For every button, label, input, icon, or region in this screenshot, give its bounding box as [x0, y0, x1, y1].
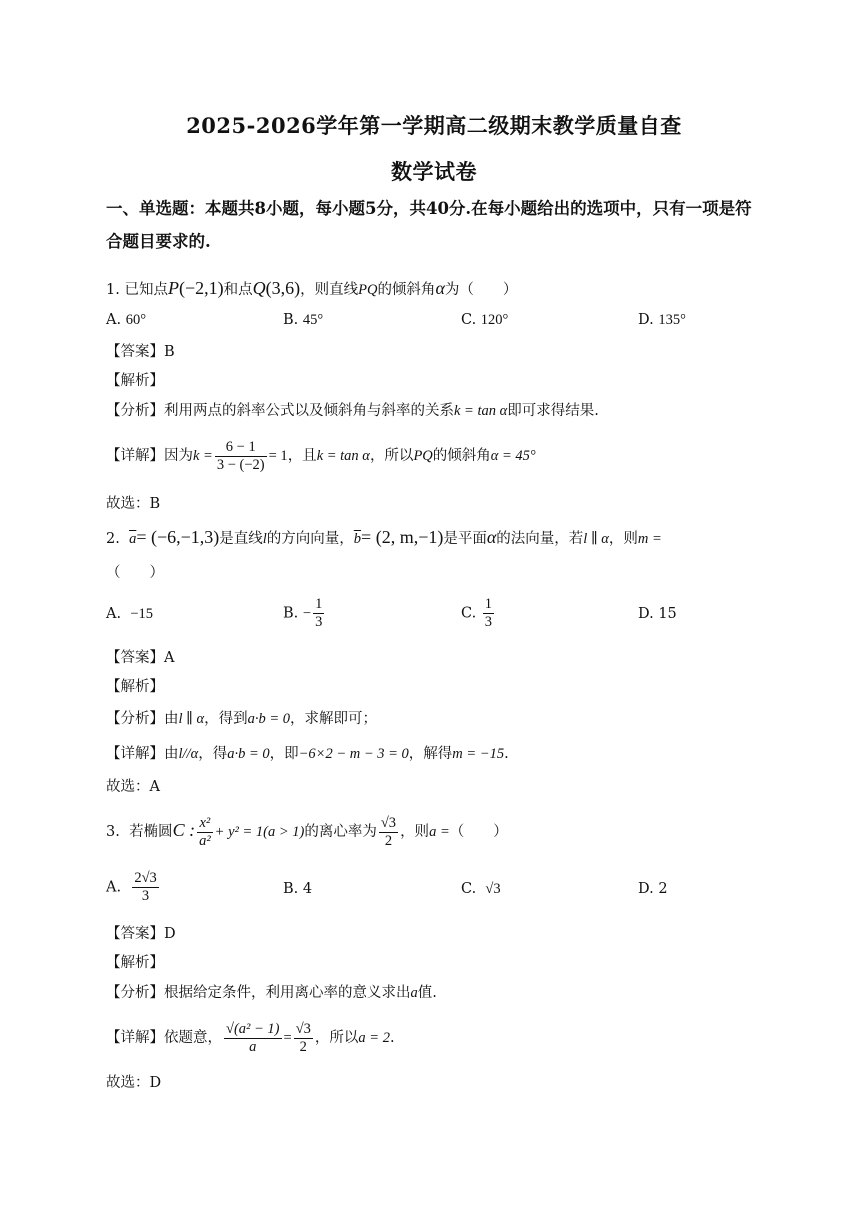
q3-detail: 【详解】依题意， $\frac{\text{√(a² − 1)}}{a}$ = $\frac{√3}{2}$ ，所以a = 2.: [106, 1020, 395, 1055]
q3-stem: 3. 若椭圆C : $\frac{\text{x²}}{\text{a²}}$ + y² = 1(a > 1)的离心率为 $\frac{√3}{2}$ ，则a =（ ）: [106, 814, 508, 849]
page-subtitle: 数学试卷: [391, 159, 477, 184]
q3-choose: 故选：D: [106, 1075, 162, 1091]
q2-stem: 2. $\overline{a}= (-6,-1,3)$是直线l的方向向量，$\overline{b}= (2$, m,−1)是平面α的法向量，若l ∥ α，则m =: [106, 527, 662, 547]
q2-fenxi: 【分析】由l ∥ α，得到a·b = 0，求解即可；: [106, 711, 378, 727]
q2-choose: 故选：A: [106, 779, 160, 795]
q2-analysis-label: 【解析】: [106, 679, 164, 695]
q2-option-b: B. − $\frac{1}{3}$: [283, 596, 323, 630]
section-heading: 一、单选题：本题共8小题，每小题5分，共40分.在每小题给出的选项中，只有一项是符合题目要求的.: [106, 199, 752, 251]
q3-option-a: A. $\frac{2√3}{3}$: [106, 870, 157, 904]
q1-option-d: D. 135°: [638, 312, 686, 328]
q2-option-d: D. 15: [638, 606, 677, 622]
q2-option-a: A. −15: [106, 606, 153, 622]
q1-analysis-label: 【解析】: [106, 373, 164, 389]
q1-answer: 【答案】B: [106, 344, 175, 360]
q3-fenxi: 【分析】根据给定条件，利用离心率的意义求出a值.: [106, 985, 437, 1001]
q3-analysis-label: 【解析】: [106, 955, 164, 971]
q1-option-a: A. 60°: [106, 312, 147, 328]
q1-detail: 【详解】因为k = $\frac{6 - 1}{3 - (-2)}$ = 1，且k = tan α，所以PQ的倾斜角α = 45°: [106, 438, 536, 473]
q1-slope-fraction: $\frac{6 - 1}{3 - (-2)}$: [216, 438, 265, 473]
q3-option-d: D. 2: [638, 881, 668, 897]
q3-option-c: C. √3: [461, 881, 501, 897]
q1-stem: 1. 已知点P(−2,1)和点Q(3,6)，则直线PQ的倾斜角α为（ ）: [106, 278, 518, 298]
q2-paren: （ ）: [106, 565, 164, 581]
q1-option-c: C. 120°: [461, 312, 509, 328]
q1-option-b: B. 45°: [283, 312, 324, 328]
q2-answer: 【答案】A: [106, 650, 175, 666]
page-title: 2025-2026学年第一学期高二级期末教学质量自查: [186, 113, 682, 138]
q2-option-c: C. $\frac{1}{3}$: [461, 596, 493, 630]
q1-fenxi: 【分析】利用两点的斜率公式以及倾斜角与斜率的关系k = tan α即可求得结果.: [106, 403, 599, 419]
q2-detail: 【详解】由l//α，得a·b = 0，即−6×2 − m − 3 = 0，解得m = −15.: [106, 746, 509, 762]
q3-option-b: B. 4: [283, 881, 313, 897]
q1-choose: 故选：B: [106, 496, 161, 512]
q3-answer: 【答案】D: [106, 926, 176, 942]
